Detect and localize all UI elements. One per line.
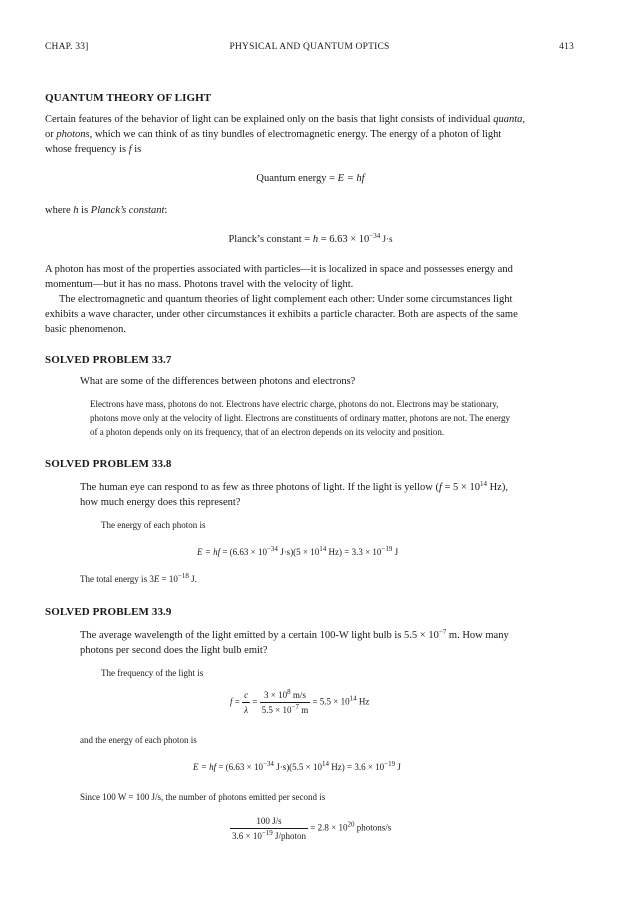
where-line: where h is Planck’s constant:: [45, 205, 168, 216]
problem-33-7-answer: [90, 397, 576, 439]
page-number: 413: [559, 42, 574, 52]
photon-count-equation: $\frac{100 J/s}{3.6 \times 10^{-19} J/photon}$ = $2.8 \times 10^{20}$ photons/s: [232, 816, 392, 841]
problem-33-8-total: The total energy is $3E = 10^{-18}$ J.: [80, 572, 197, 584]
problem-33-8-step-1: The energy of each photon is: [101, 520, 206, 530]
problem-33-9-heading: SOLVED PROBLEM 33.9: [45, 606, 172, 618]
section-heading: QUANTUM THEORY OF LIGHT: [45, 92, 212, 104]
photon-paragraph-line-2: momentum—but it has no mass. Photons travel with the velocity of light.: [45, 279, 354, 290]
frequency-fraction: $\frac{3 \times 10^8 m/s}{5.5 \times 10^{-7} m}$: [261, 688, 309, 715]
problem-33-8-energy-equation: E = hf = ($6.63 \times 10^{-34}$ $J\cdot s)(5 \times 10^{14}$ $Hz) = 3.3 \times 10^{-19}$ J: [197, 545, 399, 557]
running-title: PHYSICAL AND QUANTUM OPTICS: [229, 42, 390, 52]
answer-line: of a photon depends only on its frequency, that of an electron depends on its velocity and position.: [90, 427, 445, 437]
problem-33-7-question: What are some of the differences between photons and electrons?: [80, 376, 356, 387]
problem-33-9-step-1: The frequency of the light is: [101, 668, 204, 678]
problem-33-9-energy-equation: E = hf = ($6.63 \times 10^{-34}$ $J\cdot s)(5.5 \times 10^{14}$ $Hz) = 3.6 \times 10^{-19}$ J: [193, 760, 401, 772]
problem-33-9-step-2: and the energy of each photon is: [80, 735, 197, 745]
em-paragraph-line-2: exhibits a wave character, under other circumstances it exhibits a particle character. Both are aspects of the same: [45, 309, 518, 320]
answer-line: photons move only at the velocity of light. Electrons are constituents of ordinary matter, photons are not. The energy: [90, 413, 510, 423]
intro-line-3: whose frequency is f is: [45, 144, 142, 155]
running-head: [45, 42, 574, 52]
problem-33-8-question-line-1: The human eye can respond to as few as three photons of light. If the light is yellow ($f = 5 \times 10^{14}$ Hz),: [80, 480, 508, 493]
problem-33-9-question-line-2: photons per second does the light bulb emit?: [80, 645, 268, 656]
quantum-energy-equation: Quantum energy = E = hf: [256, 173, 365, 184]
answer-line: Electrons have mass, photons do not. Electrons have electric charge, photons do not. Electrons may be stationary,: [90, 399, 499, 409]
problem-33-8-question-line-2: how much energy does this represent?: [80, 497, 241, 508]
photon-count-fraction: $\frac{100 J/s}{3.6 \times 10^{-19} J/photon}$: [232, 816, 307, 841]
intro-line-1: Certain features of the behavior of light can be explained only on the basis that light consists of individual quanta,: [45, 114, 525, 125]
intro-line-2: or photons, which we can think of as tiny bundles of electromagnetic energy. The energy of a photon of light: [45, 129, 502, 140]
problem-33-7-heading: SOLVED PROBLEM 33.7: [45, 354, 172, 366]
em-paragraph-line-3: basic phenomenon.: [45, 324, 127, 335]
problem-33-8-heading: SOLVED PROBLEM 33.8: [45, 458, 172, 470]
planck-constant-equation: Planck’s constant = $h = 6.63 \times 10^{-34}$ J·s: [228, 232, 393, 245]
em-paragraph-line-1: The electromagnetic and quantum theories of light complement each other: Under some circumstances light: [59, 294, 513, 305]
problem-33-9-step-3: Since 100 W = 100 J/s, the number of photons emitted per second is: [80, 792, 326, 802]
chapter-label: CHAP. 33]: [45, 42, 89, 52]
frequency-equation: f = $\frac{c}{\lambda}$ = $\frac{3 \times 10^8 m/s}{5.5 \times 10^{-7} m}$ = $5.5 \times 10^{14}$ Hz: [230, 688, 370, 715]
c-over-lambda-fraction: $\frac{c}{\lambda}$: [244, 690, 249, 715]
problem-33-9-question-line-1: The average wavelength of the light emitted by a certain 100-W light bulb is $5.5 \times 10^{-7}$ m. How many: [80, 628, 509, 641]
photon-paragraph-line-1: A photon has most of the properties associated with particles—it is localized in space and possesses energy and: [45, 264, 513, 275]
